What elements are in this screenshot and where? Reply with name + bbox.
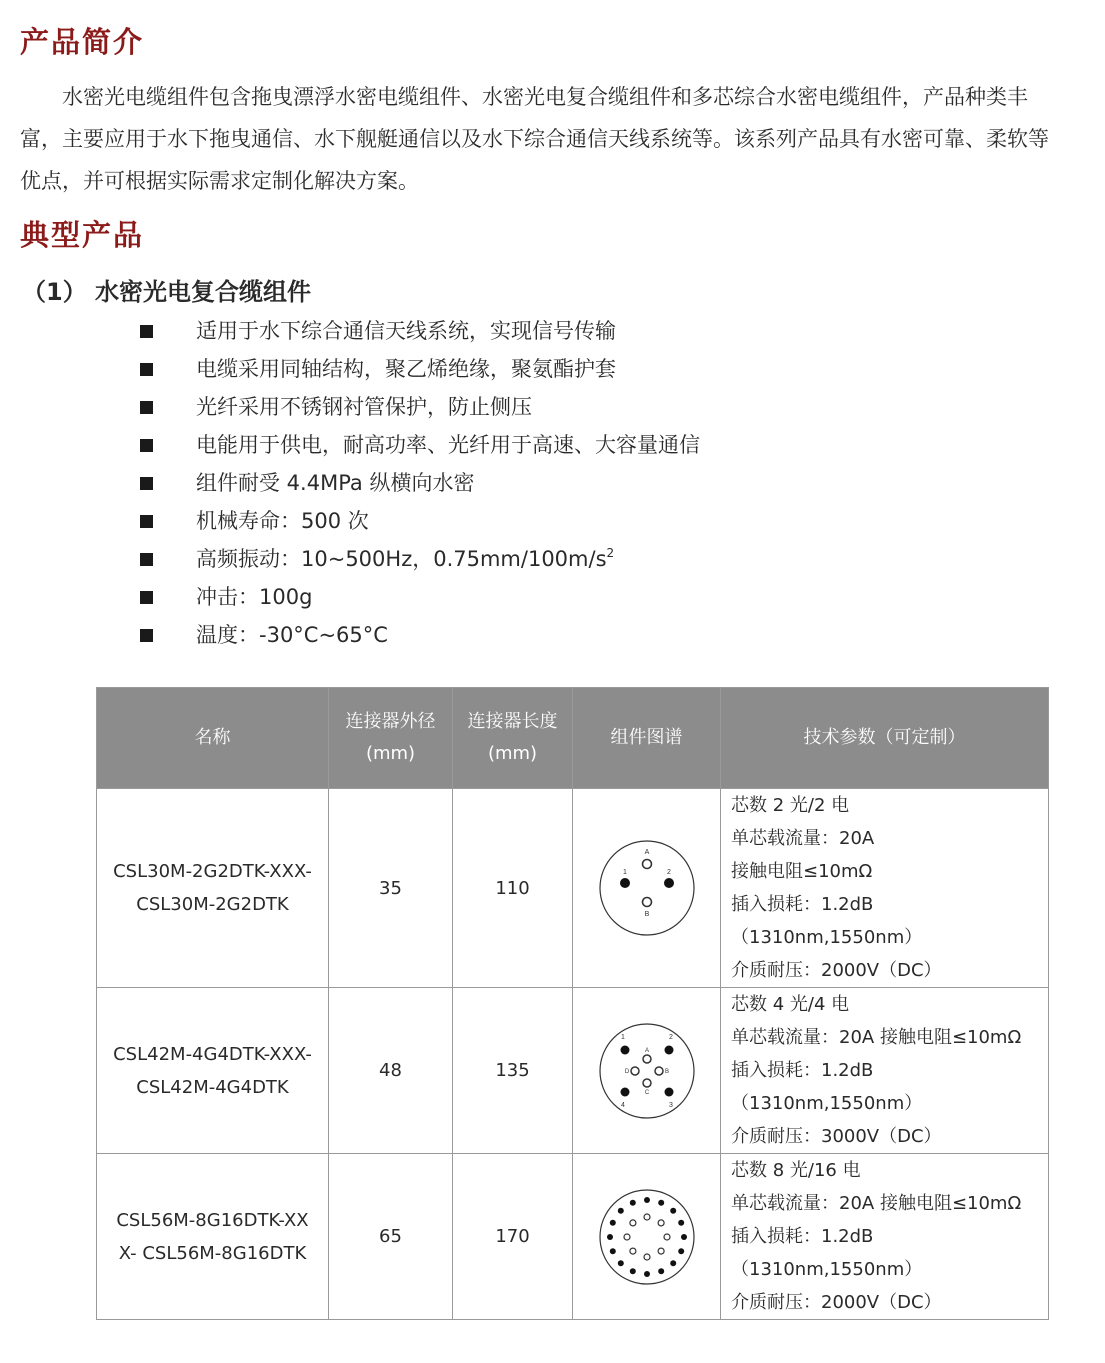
param-line: 介质耐压：3000V（DC） <box>731 1126 942 1147</box>
cell-length: 170 <box>453 1154 573 1320</box>
name-line: CSL30M-2G2DTK <box>136 894 289 915</box>
feature-item <box>140 312 700 350</box>
electric-pin <box>629 1268 635 1274</box>
cell-diameter: 65 <box>329 1154 453 1320</box>
param-line: 单芯载流量：20A 接触电阻≤10mΩ <box>731 1193 1022 1214</box>
square-bullet-icon <box>140 363 153 376</box>
header-diameter-unit: (mm) <box>365 743 416 764</box>
cell-name <box>97 988 329 1154</box>
param-line: 介质耐压：2000V（DC） <box>731 960 942 981</box>
header-diameter <box>329 688 453 789</box>
param-line: 单芯载流量：20A <box>731 828 875 849</box>
name-line: X- CSL56M-8G16DTK <box>118 1242 307 1264</box>
header-length <box>453 688 573 789</box>
param-line: 芯数 2 光/2 电 <box>731 795 850 816</box>
electric-pin <box>644 1271 650 1277</box>
param-line: 芯数 8 光/16 电 <box>731 1160 861 1181</box>
cell-params <box>721 988 1049 1154</box>
cell-params <box>721 1154 1049 1320</box>
param-line: 接触电阻≤10mΩ <box>731 861 873 882</box>
electric-pin <box>617 1260 623 1266</box>
name-line: CSL42M-4G4DTK-XXX- <box>113 1043 312 1065</box>
header-name: 名称 <box>97 688 329 789</box>
electric-pin <box>658 1199 664 1205</box>
pin-label: 1 <box>620 1033 625 1041</box>
cell-name <box>97 789 329 988</box>
pin-label: 1 <box>622 869 627 876</box>
feature-item <box>140 578 700 616</box>
square-bullet-icon <box>140 515 153 528</box>
pin-label: A <box>644 849 649 856</box>
feature-item <box>140 540 700 578</box>
param-line: 介质耐压：2000V（DC） <box>731 1292 942 1313</box>
electric-pin <box>678 1219 684 1225</box>
intro-paragraph: 水密光电缆组件包含拖曳漂浮水密电缆组件、水密光电复合缆组件和多芯综合水密电缆组件，产品种类丰富，主要应用于水下拖曳通信、水下舰艇通信以及水下综合通信天线系统等。该系列产品具有水密可靠、柔软等优点，并可根据实际需求定制化解决方案。 <box>20 85 1049 193</box>
feature-text: 光纤采用不锈钢衬管保护，防止侧压 <box>196 395 532 419</box>
feature-text: 温度：-30°C~65°C <box>196 623 388 647</box>
electric-pin <box>609 1219 615 1225</box>
product-subtitle: （1） 水密光电复合缆组件 <box>22 278 312 306</box>
header-length-unit: (mm) <box>487 743 538 764</box>
feature-text: 组件耐受 4.4MPa 纵横向水密 <box>196 471 475 495</box>
pin-label: 3 <box>668 1101 673 1109</box>
name-line: CSL56M-8G16DTK-XX <box>116 1209 309 1231</box>
param-line: 单芯载流量：20A 接触电阻≤10mΩ <box>731 1027 1022 1048</box>
header-length-label: 连接器长度 <box>467 711 558 732</box>
square-bullet-icon <box>140 325 153 338</box>
electric-pin <box>617 1207 623 1213</box>
feature-text: 适用于水下综合通信天线系统，实现信号传输 <box>196 319 616 343</box>
cell-diagram <box>573 988 721 1154</box>
param-line: 插入损耗：1.2dB <box>731 894 874 915</box>
cell-params <box>721 789 1049 988</box>
feature-item <box>140 426 700 464</box>
feature-text: 机械寿命：500 次 <box>196 509 369 533</box>
feature-item <box>140 502 700 540</box>
spec-table <box>96 687 1049 1320</box>
square-bullet-icon <box>140 629 153 642</box>
param-line: 插入损耗：1.2dB <box>731 1226 874 1247</box>
header-diagram: 组件图谱 <box>573 688 721 789</box>
feature-text: 高频振动：10~500Hz，0.75mm/100m/s <box>196 547 607 571</box>
cell-diameter: 35 <box>329 789 453 988</box>
electric-pin <box>678 1248 684 1254</box>
electric-pin <box>629 1199 635 1205</box>
param-line: 芯数 4 光/4 电 <box>731 994 850 1015</box>
table-row <box>97 988 1049 1154</box>
cell-diagram <box>573 789 721 988</box>
cell-diagram <box>573 1154 721 1320</box>
feature-item <box>140 388 700 426</box>
cell-diameter: 48 <box>329 988 453 1154</box>
param-line: （1310nm,1550nm） <box>731 927 923 948</box>
cell-name <box>97 1154 329 1320</box>
pin-label: 4 <box>620 1101 625 1109</box>
param-line: 插入损耗：1.2dB <box>731 1060 874 1081</box>
feature-text: 电缆采用同轴结构，聚乙烯绝缘，聚氨酯护套 <box>196 357 616 381</box>
name-line: CSL42M-4G4DTK <box>136 1076 289 1098</box>
pin-label: B <box>664 1068 669 1075</box>
param-line: （1310nm,1550nm） <box>731 1259 923 1280</box>
name-line: CSL30M-2G2DTK-XXX- <box>113 861 312 882</box>
square-bullet-icon <box>140 477 153 490</box>
cell-length: 110 <box>453 789 573 988</box>
pin-label: 2 <box>668 1033 673 1041</box>
pin-label: B <box>644 911 649 918</box>
table-row <box>97 789 1049 988</box>
electric-pin <box>670 1207 676 1213</box>
feature-text: 冲击：100g <box>196 585 313 609</box>
feature-item <box>140 350 700 388</box>
header-params: 技术参数（可定制） <box>721 688 1049 789</box>
feature-text: 电能用于供电，耐高功率、光纤用于高速、大容量通信 <box>196 433 700 457</box>
connector-2-fiber-2-electric-icon <box>597 838 697 938</box>
section-title-typical-products: 典型产品 <box>20 218 145 252</box>
connector-4-fiber-4-electric-icon <box>597 1021 697 1121</box>
superscript: 2 <box>606 546 615 560</box>
square-bullet-icon <box>140 401 153 414</box>
electric-pin <box>658 1268 664 1274</box>
cell-length: 135 <box>453 988 573 1154</box>
electric-pin <box>607 1234 613 1240</box>
electric-pin <box>670 1260 676 1266</box>
param-line: （1310nm,1550nm） <box>731 1093 923 1114</box>
section-title-intro: 产品简介 <box>20 25 145 59</box>
feature-list <box>140 312 700 654</box>
table-header-row <box>97 688 1049 789</box>
pin-label: A <box>644 1047 649 1054</box>
feature-item <box>140 464 700 502</box>
square-bullet-icon <box>140 553 153 566</box>
pin-label: 2 <box>666 869 671 876</box>
header-diameter-label: 连接器外径 <box>345 711 436 732</box>
square-bullet-icon <box>140 591 153 604</box>
connector-8-fiber-16-electric-icon <box>597 1187 697 1287</box>
electric-pin <box>681 1234 687 1240</box>
pin-label: D <box>624 1068 629 1075</box>
electric-pin <box>644 1197 650 1203</box>
pin-label: C <box>644 1089 649 1096</box>
table-row <box>97 1154 1049 1320</box>
electric-pin <box>609 1248 615 1254</box>
feature-item <box>140 616 700 654</box>
square-bullet-icon <box>140 439 153 452</box>
